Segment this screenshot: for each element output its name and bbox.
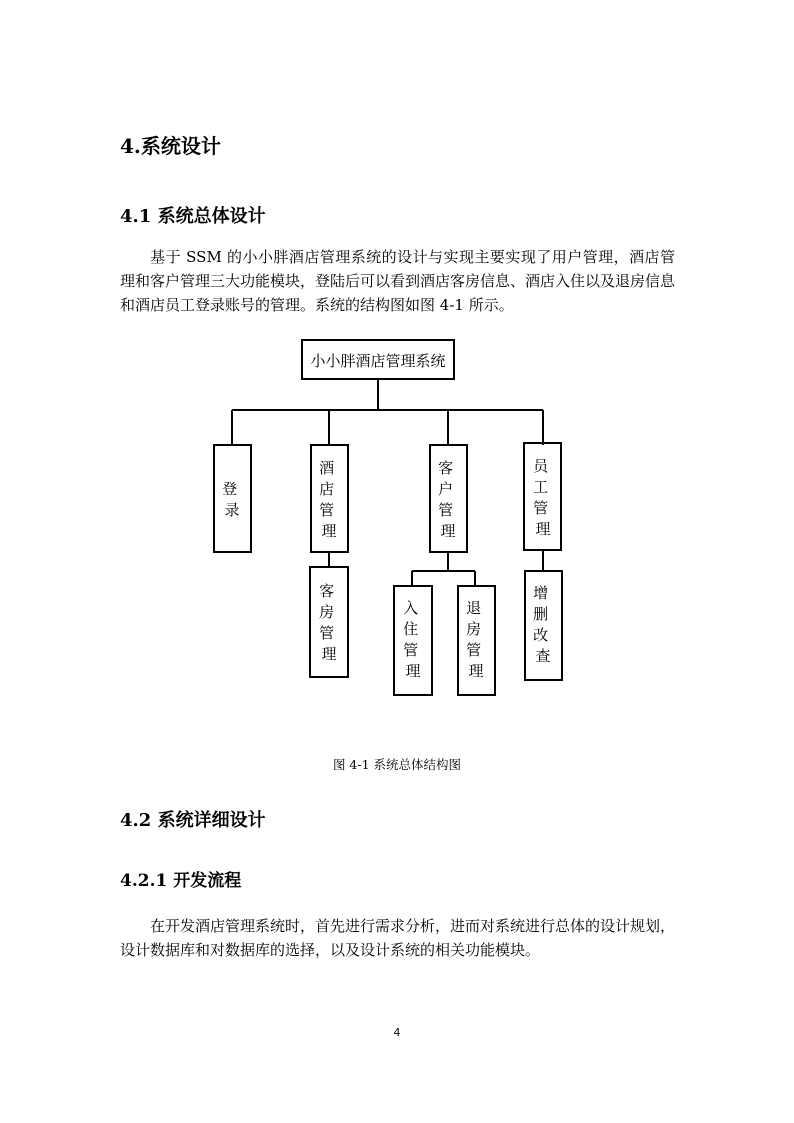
diagram-node-checkout-label: 退 房 管 理 xyxy=(466,599,484,680)
subsection-heading-4-2-1: 4.2.1 开发流程 xyxy=(120,871,242,891)
figure-caption: 图 4-1 系统总体结构图 xyxy=(332,757,462,772)
page-number: 4 xyxy=(393,1026,401,1039)
diagram-node-customer-label: 客 户 管 理 xyxy=(438,459,456,540)
section-heading-4-1: 4.1 系统总体设计 xyxy=(120,206,266,227)
diagram-node-crud-label: 增 删 改 查 xyxy=(533,584,551,665)
diagram-root-label: 小小胖酒店管理系统 xyxy=(310,352,446,370)
diagram-node-login-box xyxy=(214,445,251,552)
diagram-node-staff-label: 员 工 管 理 xyxy=(533,457,551,538)
paragraph-dev-process: 在开发酒店管理系统时，首先进行需求分析，进而对系统进行总体的设计规划，设计数据库和对数据库的选择，以及设计系统的相关功能模块。 xyxy=(120,917,676,959)
chapter-heading: 4.系统设计 xyxy=(120,134,221,158)
paragraph-overview: 基于 SSM 的小小胖酒店管理系统的设计与实现主要实现了用户管理，酒店管理和客户管理三大功能模块，登陆后可以看到酒店客房信息、酒店入住以及退房信息和酒店员工登录账号的管理。系统的结构图如图 4-1 所示。 xyxy=(120,248,676,314)
section-heading-4-2: 4.2 系统详细设计 xyxy=(120,810,266,831)
diagram-node-room-label: 客 房 管 理 xyxy=(319,582,337,663)
diagram-node-login-label: 登 录 xyxy=(222,480,240,519)
diagram-node-hotel-label: 酒 店 管 理 xyxy=(319,459,337,540)
diagram-node-checkin-label: 入 住 管 理 xyxy=(403,599,421,680)
